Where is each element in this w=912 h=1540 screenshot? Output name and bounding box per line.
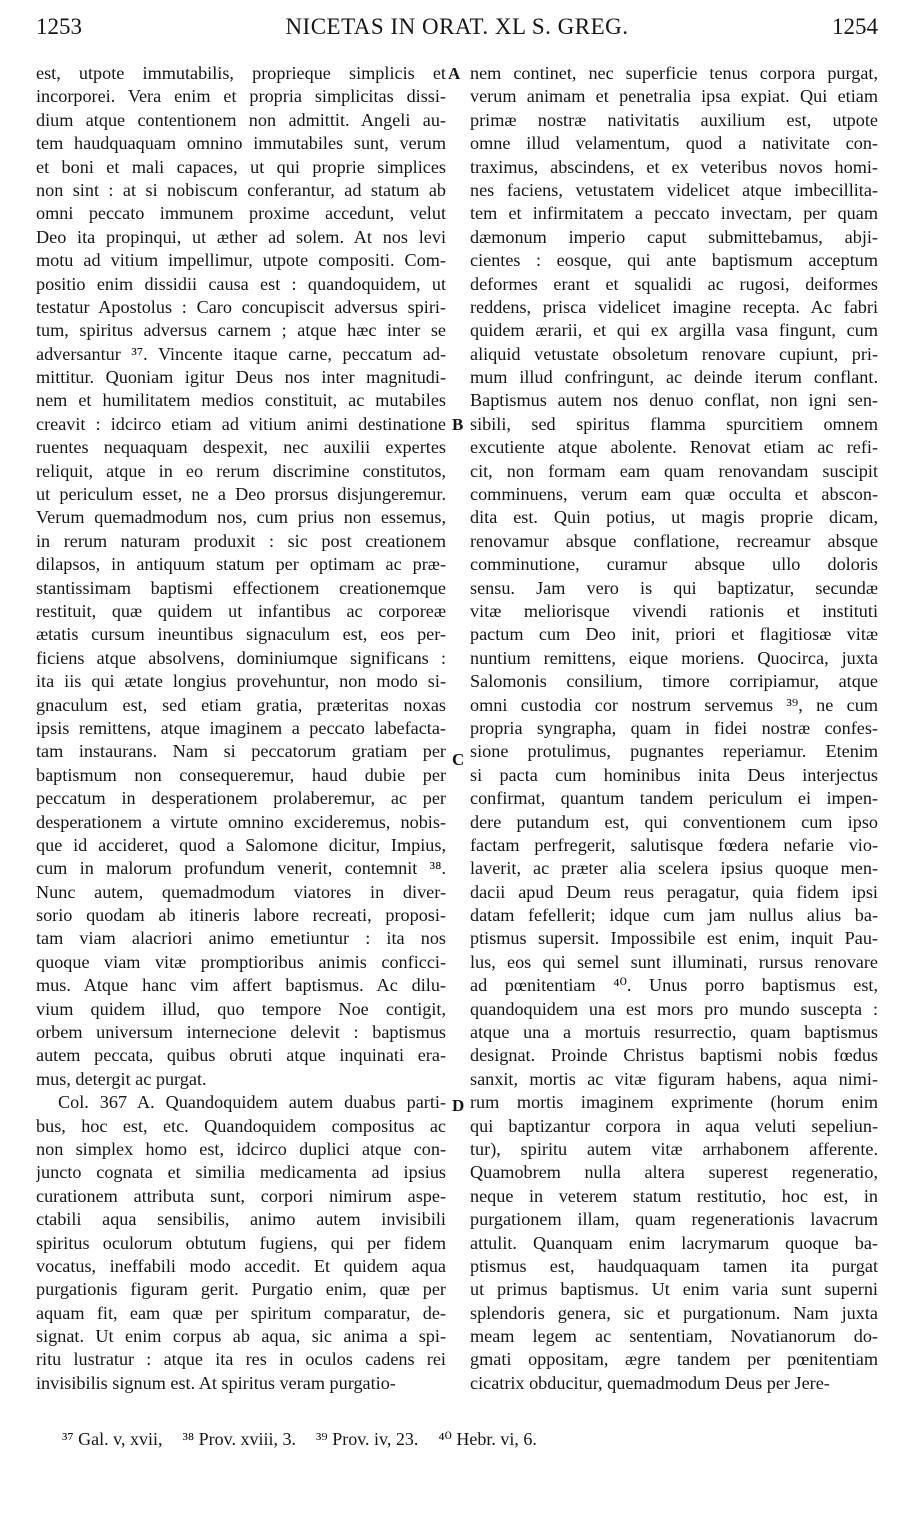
text-line: pactum cum Deo init, priori et flagitiosæ vitæ bbox=[470, 624, 878, 645]
margin-marker-c: C bbox=[452, 750, 465, 769]
text-line: Salomonis consilium, timore corripiamur, atque bbox=[470, 671, 878, 692]
text-line: comminutione, curamur absque ullo doloris bbox=[470, 554, 878, 575]
text-line: sione protulimus, pugnantes reperiamur. Etenim bbox=[470, 741, 878, 762]
text-line: desperationem a virtute omnino excideremus, nobis- bbox=[36, 811, 446, 832]
text-line: cum in malorum profundum venerit, contemnit ³⁸. bbox=[36, 858, 446, 879]
text-line: quoque viam vitæ promptioribus animis conficci- bbox=[36, 951, 446, 972]
text-line: spiritus oculorum obtutum fugiens, qui per fidem bbox=[36, 1232, 446, 1253]
text-line: confirmat, quantum tandem periculum ei impen- bbox=[470, 788, 878, 809]
text-line: adversantur ³⁷. Vincente itaque carne, peccatum ad- bbox=[36, 343, 446, 364]
text-line: ruentes nequaquam despexit, nec auxilii expertes bbox=[36, 437, 446, 458]
text-line: omne illud velamentum, quod a nativitate con- bbox=[470, 133, 878, 154]
text-line: ad pœnitentiam ⁴⁰. Unus porro baptismus est, bbox=[470, 975, 878, 996]
text-line: reliquit, atque in eo rerum discrimine constitutos, bbox=[36, 460, 446, 481]
text-line: laverit, ac præter alia scelera ipsius quoque men- bbox=[470, 858, 878, 879]
text-line: si pacta cum hominibus inita Deus interjectus bbox=[470, 764, 878, 785]
text-line: lus, eos qui semel sunt illuminati, rursus renovare bbox=[470, 951, 878, 972]
margin-marker-b: B bbox=[452, 415, 464, 434]
text-line: rum mortis imaginem exprimente (horum enim bbox=[470, 1092, 878, 1113]
text-line: atque una a mortuis resurrectio, quam baptismus bbox=[470, 1022, 878, 1043]
text-line: que id accideret, quod a Salomone dicitur, Impius, bbox=[36, 834, 446, 855]
page-header bbox=[36, 6, 878, 48]
text-line: Verum quemadmodum nos, cum prius non essemus, bbox=[36, 507, 446, 528]
text-line: sanxit, mortis ac vitæ figuram habens, aqua nimi- bbox=[470, 1068, 878, 1089]
text-line: tem haudquaquam omnino immutabiles sunt, verum bbox=[36, 133, 446, 154]
text-line: quidem ærarii, et qui ex argilla vasa fingunt, cum bbox=[470, 320, 878, 341]
text-line: ætatis cursum ineuntibus signaculum est, eos per- bbox=[36, 624, 446, 645]
text-line: ctabili aqua sensibilis, animo autem invisibili bbox=[36, 1209, 446, 1230]
text-line: gnaculum est, sed etiam gratia, præteritas noxas bbox=[36, 694, 446, 715]
text-line: mittitur. Quoniam igitur Deus nos inter magnitudi- bbox=[36, 367, 446, 388]
text-line: est, utpote immutabilis, proprieque simplicis et bbox=[36, 63, 446, 83]
page-number-right: 1254 bbox=[832, 14, 878, 39]
text-line: ipsis remittens, atque imaginem a peccato labefacta- bbox=[36, 717, 446, 738]
text-line: tem et infirmitatem a peccato invectam, per quam bbox=[470, 203, 878, 224]
text-line: dæmonum imperio caput submittebamus, abji- bbox=[470, 226, 878, 247]
text-line: factam perfregerit, salutisque fœdera nefarie vio- bbox=[470, 834, 878, 855]
text-line: ut periculum esset, ne a Deo prorsus disjungeremur. bbox=[36, 484, 446, 505]
text-line: renovamur absque conflatione, recreamur absque bbox=[470, 530, 878, 551]
text-line: verum animam et penetralia ipsa expiat. Qui etiam bbox=[470, 86, 878, 107]
text-line: omni custodia cor nostrum servemus ³⁹, ne cum bbox=[470, 694, 878, 715]
footnote: ³⁷ Gal. v, xvii, bbox=[62, 1429, 163, 1449]
text-line: orbem universum internecione delevit : baptismus bbox=[36, 1022, 446, 1043]
text-line: splendoris genera, sic et purgationum. Nam juxta bbox=[470, 1302, 878, 1323]
text-line: ptismus est, haudquaquam tamen ita purgat bbox=[470, 1255, 878, 1276]
text-line: in rerum naturam produxit : sic post creationem bbox=[36, 530, 446, 551]
text-line: sibili, sed spiritus flamma spurcitiem omnem bbox=[470, 413, 878, 434]
text-line: tur), spiritu autem vitæ arrhabonem afferente. bbox=[470, 1138, 878, 1159]
text-line: baptismum non consequeremur, haud dubie per bbox=[36, 764, 446, 785]
text-line: aquam fit, eam quæ per spiritum comparatur, de- bbox=[36, 1302, 446, 1323]
text-line: Col. 367 A. Quandoquidem autem duabus parti- bbox=[58, 1092, 446, 1113]
footnote: ³⁸ Prov. xviii, 3. bbox=[182, 1429, 297, 1449]
text-line: traximus, abscindens, et ex veteribus novos homi- bbox=[470, 156, 878, 177]
text-line: motu ad vitium impellimur, utpote compositi. Com- bbox=[36, 250, 446, 271]
text-line: sorio quodam ab itineris labore recreati, proposi- bbox=[36, 905, 446, 926]
margin-marker-a: A bbox=[448, 64, 461, 83]
text-line: mus. Atque hanc vim affert baptismus. Ac dilu- bbox=[36, 975, 446, 996]
text-line: reddens, prisca videlicet imagine recepta. Ac fabri bbox=[470, 296, 878, 317]
text-line: vitæ meliorisque vivendi rationis et instituti bbox=[470, 600, 878, 621]
left-column bbox=[36, 62, 446, 1395]
text-line: invisibilis signum est. At spiritus veram purgatio- bbox=[36, 1372, 396, 1393]
text-line: ritu lustratur : atque ita res in oculos cadens rei bbox=[36, 1349, 446, 1370]
text-line: aliquid vetustate obsoletum renovare cupiunt, pri- bbox=[470, 343, 878, 364]
text-line: sensu. Jam vero is qui baptizatur, secundæ bbox=[470, 577, 878, 598]
text-line: ficiens atque absolvens, dominiumque significans : bbox=[36, 647, 446, 668]
text-line: Deo ita propinqui, ut æther ad solem. At nos levi bbox=[36, 226, 446, 247]
text-line: deformes erant et squalidi ac rugosi, deiformes bbox=[470, 273, 878, 294]
text-line: autem peccata, quibus obruti atque inquinati era- bbox=[36, 1045, 446, 1066]
text-line: dilapsos, in antiquum statum per optimam ac præ- bbox=[36, 554, 446, 575]
text-line: meam legem ac sententiam, Novatianorum do- bbox=[470, 1326, 878, 1347]
text-line: cicatrix obducitur, quemadmodum Deus per Jere- bbox=[470, 1372, 830, 1393]
text-line: ptismus supersit. Impossibile est enim, inquit Pau- bbox=[470, 928, 878, 949]
text-line: designat. Proinde Christus baptismi nobis fœdus bbox=[470, 1045, 878, 1066]
text-line: Nunc autem, quemadmodum viatores in diver- bbox=[36, 881, 446, 902]
text-line: creavit : idcirco etiam ad vitium animi destinatione bbox=[36, 413, 446, 434]
text-line: neque in veterem statum restitutio, hoc est, in bbox=[470, 1185, 878, 1206]
margin-marker-d: D bbox=[452, 1096, 465, 1115]
text-line: ut primus baptismus. Ut enim varia sunt superni bbox=[470, 1279, 878, 1300]
text-line: excutiente atque abolente. Renovat etiam ac refi- bbox=[470, 437, 878, 458]
text-line: peccatum in desperationem prolaberemur, ac per bbox=[36, 788, 446, 809]
text-line: Quamobrem nulla altera superest regeneratio, bbox=[470, 1162, 878, 1183]
text-line: stantissimam baptismi effectionem creationemque bbox=[36, 577, 446, 598]
text-line: non sint : at si nobiscum conferantur, ad statum ab bbox=[36, 179, 446, 200]
right-column bbox=[470, 62, 878, 1395]
text-line: tam instaurans. Nam si peccatorum gratiam per bbox=[36, 741, 446, 762]
text-line: propria syngrapha, quam in fidei nostræ confes- bbox=[470, 717, 878, 738]
text-line: nes faciens, vetustatem videlicet atque imbecillita- bbox=[470, 179, 878, 200]
text-line: testatur Apostolus : Caro concupiscit adversus spiri- bbox=[36, 296, 446, 317]
text-line: dacii apud Deum reus peragatur, quia fidem ipsi bbox=[470, 881, 878, 902]
text-line: non simplex homo est, idcirco duplici atque con- bbox=[36, 1138, 446, 1159]
text-line: dium atque contentionem non admittit. Angeli au- bbox=[36, 109, 446, 130]
text-line: restituit, quæ quidem ut infantibus ac corporeæ bbox=[36, 600, 446, 621]
text-line: qui baptizantur corpora in aqua veluti sepeliun- bbox=[470, 1115, 878, 1136]
text-line: Baptismus autem nos denuo conflat, non igni sen- bbox=[470, 390, 878, 411]
text-line: dita est. Quin potius, ut magis proprie dicam, bbox=[470, 507, 878, 528]
text-line: comminuens, verum eam quæ occulta et abscon- bbox=[470, 484, 878, 505]
text-line: vocatus, ineffabili modo accedit. Et quidem aqua bbox=[36, 1255, 446, 1276]
footnote: ³⁹ Prov. iv, 23. bbox=[316, 1429, 419, 1449]
text-line: purgationem illam, quam regenerationis lavacrum bbox=[470, 1209, 878, 1230]
page-number-left: 1253 bbox=[36, 14, 82, 39]
text-line: nem et humilitatem medios constituit, ac mutabiles bbox=[36, 390, 446, 411]
text-line: attulit. Quanquam enim lacrymarum quoque ba- bbox=[470, 1232, 878, 1253]
text-line: positio enim dissidii causa est : quandoquidem, ut bbox=[36, 273, 446, 294]
text-line: dere putandum est, qui conventionem cum ipso bbox=[470, 811, 878, 832]
text-line: datam fefellerit; idque cum jam nullus alius ba- bbox=[470, 905, 878, 926]
text-line: purgationis figuram gerit. Purgatio enim, quæ per bbox=[36, 1279, 446, 1300]
text-line: signat. Ut enim corpus ab aqua, sic anima a spi- bbox=[36, 1326, 446, 1347]
text-line: juncto cognata et similia medicamenta ad ipsius bbox=[36, 1162, 446, 1183]
text-line: nuntium remittens, eique moriens. Quocirca, juxta bbox=[470, 647, 878, 668]
text-line: curationem attributa sunt, corpori nimirum aspe- bbox=[36, 1185, 446, 1206]
text-line: omni peccato immunem proxime accedunt, velut bbox=[36, 203, 446, 224]
text-line: primæ nostræ nativitatis auxilium est, utpote bbox=[470, 109, 878, 130]
running-title: NICETAS IN ORAT. XL S. GREG. bbox=[285, 14, 629, 39]
text-line: mum illud confringunt, ac deinde iterum conflant. bbox=[470, 367, 878, 388]
text-line: mus, detergit ac purgat. bbox=[36, 1068, 207, 1089]
text-line: vium quidem illud, quo tempore Noe contigit, bbox=[36, 998, 446, 1019]
text-line: et boni et mali capaces, ut qui proprie simplices bbox=[36, 156, 446, 177]
text-line: tam viam alacriori animo emetiuntur : ita nos bbox=[36, 928, 446, 949]
text-line: incorporei. Vera enim et propria simplicitas dissi- bbox=[36, 86, 446, 107]
text-line: gmati oppositam, ægre tandem per pœnitentiam bbox=[470, 1349, 878, 1370]
text-line: nem continet, nec superficie tenus corpora purgat, bbox=[470, 63, 878, 83]
text-line: tum, spiritus adversus carnem ; atque hæc inter se bbox=[36, 320, 446, 341]
text-line: quandoquidem una est mors pro mundo suscepta : bbox=[470, 998, 878, 1019]
text-line: bus, hoc est, etc. Quandoquidem compositus ac bbox=[36, 1115, 446, 1136]
footnotes bbox=[62, 1426, 872, 1452]
text-line: ita iis qui ætate longius provehuntur, non modo si- bbox=[36, 671, 446, 692]
text-line: cit, non formam eam quam renovandam suscipit bbox=[470, 460, 878, 481]
footnote: ⁴⁰ Hebr. vi, 6. bbox=[438, 1429, 537, 1449]
text-line: cientes : eosque, qui ante baptismum acceptum bbox=[470, 250, 878, 271]
